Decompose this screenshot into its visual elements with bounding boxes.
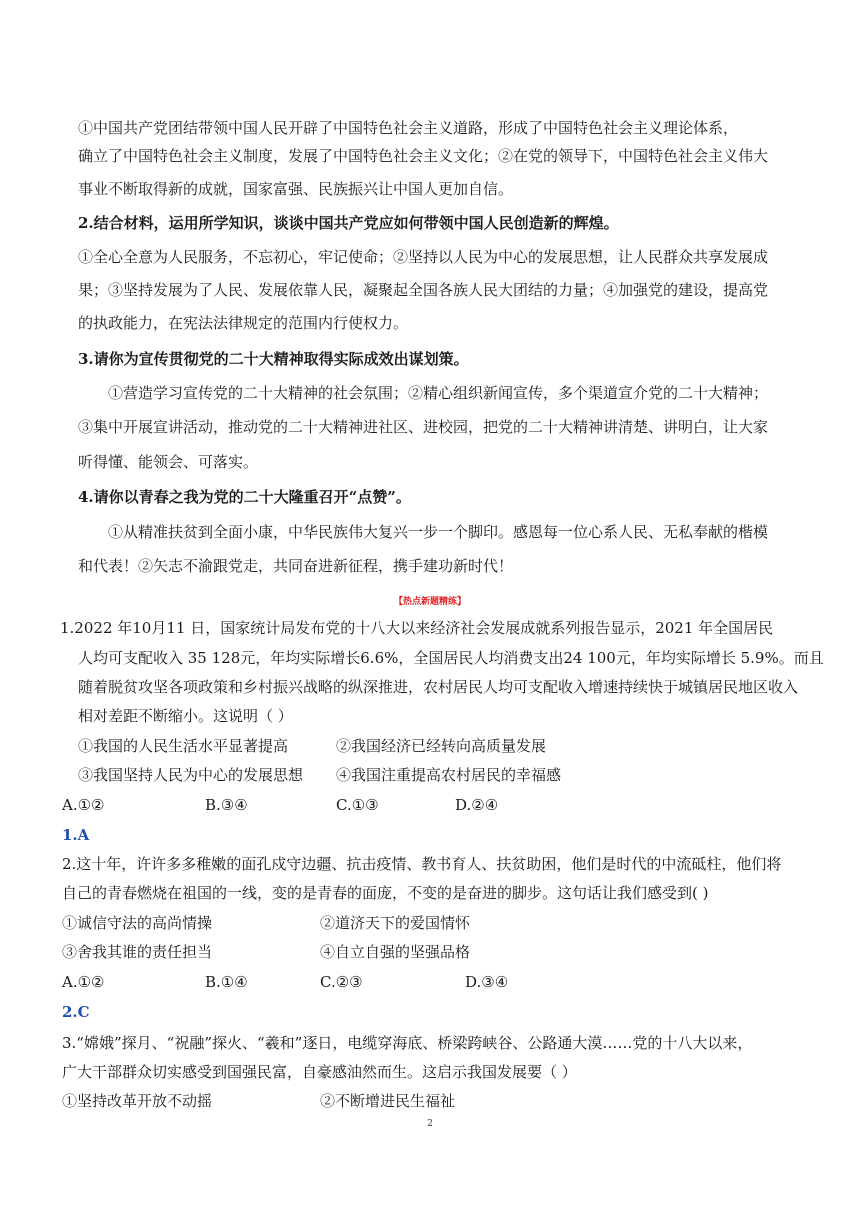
question-stem: 2.这十年，许许多多稚嫩的面孔戍守边疆、抗击疫情、教书育人、扶贫助困，他们是时代的中流砥柱，他们将 <box>62 855 782 873</box>
option: ②不断增进民生福祉 <box>320 1092 456 1110</box>
answer-key: 1.A <box>62 826 90 844</box>
choice: C.②③ <box>320 973 363 991</box>
question-stem: 自己的青春燃烧在祖国的一线，变的是青春的面庞，不变的是奋进的脚步。这句话让我们感受到( ) <box>62 884 709 902</box>
option: ④我国注重提高农村居民的幸福感 <box>336 766 562 784</box>
choice: A.①② <box>62 973 105 991</box>
answer-line: ③集中开展宣讲活动，推动党的二十大精神进社区、进校园，把党的二十大精神讲清楚、讲明白，让大家 <box>78 418 769 436</box>
answer-key: 2.C <box>62 1003 90 1021</box>
answer-line: 果；③坚持发展为了人民、发展依靠人民，凝聚起全国各族人民大团结的力量；④加强党的建设，提高党 <box>78 281 769 299</box>
question-stem: 人均可支配收入 35 128元，年均实际增长6.6%，全国居民人均消费支出24 100元，年均实际增长 5.9%。而且 <box>78 649 824 667</box>
choice: B.③④ <box>205 796 248 814</box>
option: ④自立自强的坚强品格 <box>320 943 471 961</box>
question-stem: 相对差距不断缩小。这说明（ ） <box>78 707 293 725</box>
answer-line: ①中国共产党团结带领中国人民开辟了中国特色社会主义道路，形成了中国特色社会主义理论体系， <box>78 119 739 137</box>
option: ②道济天下的爱国情怀 <box>320 914 471 932</box>
question-heading: 2.结合材料，运用所学知识，谈谈中国共产党应如何带领中国人民创造新的辉煌。 <box>78 214 619 232</box>
choice: B.①④ <box>205 973 248 991</box>
option: ①坚持改革开放不动摇 <box>62 1092 213 1110</box>
answer-line: ①从精准扶贫到全面小康，中华民族伟大复兴一步一个脚印。感恩每一位心系人民、无私奉献的楷模 <box>108 523 769 541</box>
section-title: 【热点新题精练】 <box>393 597 466 607</box>
answer-line: 事业不断取得新的成就，国家富强、民族振兴让中国人更加自信。 <box>78 180 514 198</box>
choice: C.①③ <box>336 796 379 814</box>
answer-line: ①全心全意为人民服务，不忘初心，牢记使命；②坚持以人民为中心的发展思想，让人民群众共享发展成 <box>78 248 769 266</box>
answer-line: ①营造学习宣传党的二十大精神的社会氛围；②精心组织新闻宣传，多个渠道宣介党的二十大精神； <box>108 384 769 402</box>
answer-line: 确立了中国特色社会主义制度，发展了中国特色社会主义文化；②在党的领导下，中国特色社会主义伟大 <box>78 147 769 165</box>
option: ③舍我其谁的责任担当 <box>62 943 213 961</box>
choice: D.③④ <box>465 973 509 991</box>
question-stem: 3.“嫦娥”探月、“祝融”探火、“羲和”逐日，电缆穿海底、桥梁跨峡谷、公路通大漠……党的十八大以来， <box>62 1034 753 1052</box>
option: ①我国的人民生活水平显著提高 <box>78 737 289 755</box>
answer-line: 听得懂、能领会、可落实。 <box>78 453 259 471</box>
answer-line: 和代表！②矢志不渝跟党走，共同奋进新征程，携手建功新时代！ <box>78 557 514 575</box>
question-stem: 1.2022 年10月11 日，国家统计局发布党的十八大以来经济社会发展成就系列报告显示，2021 年全国居民 <box>60 619 774 637</box>
choice: A.①② <box>62 796 105 814</box>
question-stem: 随着脱贫攻坚各项政策和乡村振兴战略的纵深推进，农村居民人均可支配收入增速持续快于城镇居民地区收入 <box>78 678 799 696</box>
page-number: 2 <box>427 1119 433 1129</box>
option: ③我国坚持人民为中心的发展思想 <box>78 766 304 784</box>
question-heading: 3.请你为宣传贯彻党的二十大精神取得实际成效出谋划策。 <box>78 350 469 368</box>
question-heading: 4.请你以青春之我为党的二十大隆重召开“点赞”。 <box>78 488 411 506</box>
choice: D.②④ <box>455 796 499 814</box>
option: ②我国经济已经转向高质量发展 <box>336 737 547 755</box>
option: ①诚信守法的高尚情操 <box>62 914 213 932</box>
question-stem: 广大干部群众切实感受到国强民富，自豪感油然而生。这启示我国发展要（ ） <box>62 1063 577 1081</box>
answer-line: 的执政能力，在宪法法律规定的范围内行使权力。 <box>78 314 409 332</box>
